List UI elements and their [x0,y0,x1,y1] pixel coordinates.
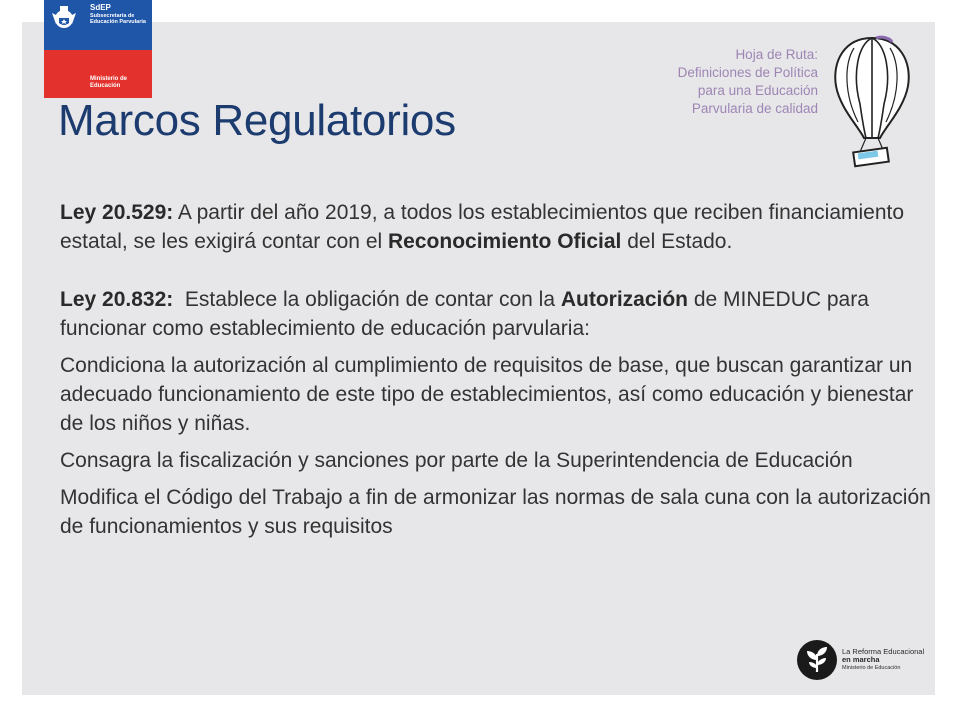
ministry-line2: Educación [90,82,121,89]
reforma-line2: en marcha [842,655,880,665]
reforma-line1: La Reforma Educacional [842,647,925,657]
paragraph-condiciona: Condiciona la autorización al cumplimiento de requisitos de base, que buscan garantizar un adecuado funcionamiento de este tipo de establecimientos, así como educación y bienestar de los niños y niñas. [60,354,914,435]
paragraph-text: Establece la obligación de contar con la [173,288,561,311]
paragraph-consagra: Consagra la fiscalización y sanciones por parte de la Superintendencia de Educación [60,449,853,472]
logo-red-band [44,50,152,98]
logo-blue-band [44,0,152,50]
hot-air-balloon-icon [824,34,920,174]
reforma-logo [797,640,924,680]
coat-of-arms-icon [48,4,80,32]
emphasis-text: Reconocimiento Oficial [388,230,622,253]
paragraph-text: del Estado. [621,230,733,253]
sdep-abbr: SdEP [90,3,111,12]
ministry-line1: Ministerio de [90,76,128,82]
law-label: Ley 20.832: [60,288,174,311]
paragraph-text: A partir del año 2019, a todos los establecimientos que reciben financiamiento estatal, se les exigirá contar con el [60,201,905,253]
slide-body [60,198,935,541]
roadmap-line1: Hoja de Ruta: [735,47,818,62]
ministry-logo [44,0,152,98]
reforma-line3: Ministerio de Educación [842,664,901,671]
slide-title: Marcos Regulatorios [58,96,456,145]
roadmap-line2: Definiciones de Política [677,65,818,80]
plant-icon [797,640,837,680]
roadmap-line3: para una Educación [697,83,818,98]
plant-glyph-icon [797,640,837,680]
law-label: Ley 20.529: [60,201,174,224]
reforma-text [842,648,924,672]
sdep-sub-line2: Educación Parvularia [90,19,146,26]
ministry-label [90,76,148,89]
sdep-label [90,4,146,26]
emphasis-text: Autorización [560,288,688,311]
roadmap-line4: Parvularia de calidad [691,101,818,116]
paragraph-text: de MINEDUC para funcionar como establecimiento de educación parvularia: [60,288,869,340]
paragraph-ley-20529 [60,198,935,256]
paragraph-modifica: Modifica el Código del Trabajo a fin de armonizar las normas de sala cuna con la autorización de funcionamientos y sus requisitos [60,486,931,538]
roadmap-heading [678,46,818,118]
paragraph-ley-20832 [60,285,935,343]
sdep-sub-line1: Subsecretaría de [90,13,135,20]
